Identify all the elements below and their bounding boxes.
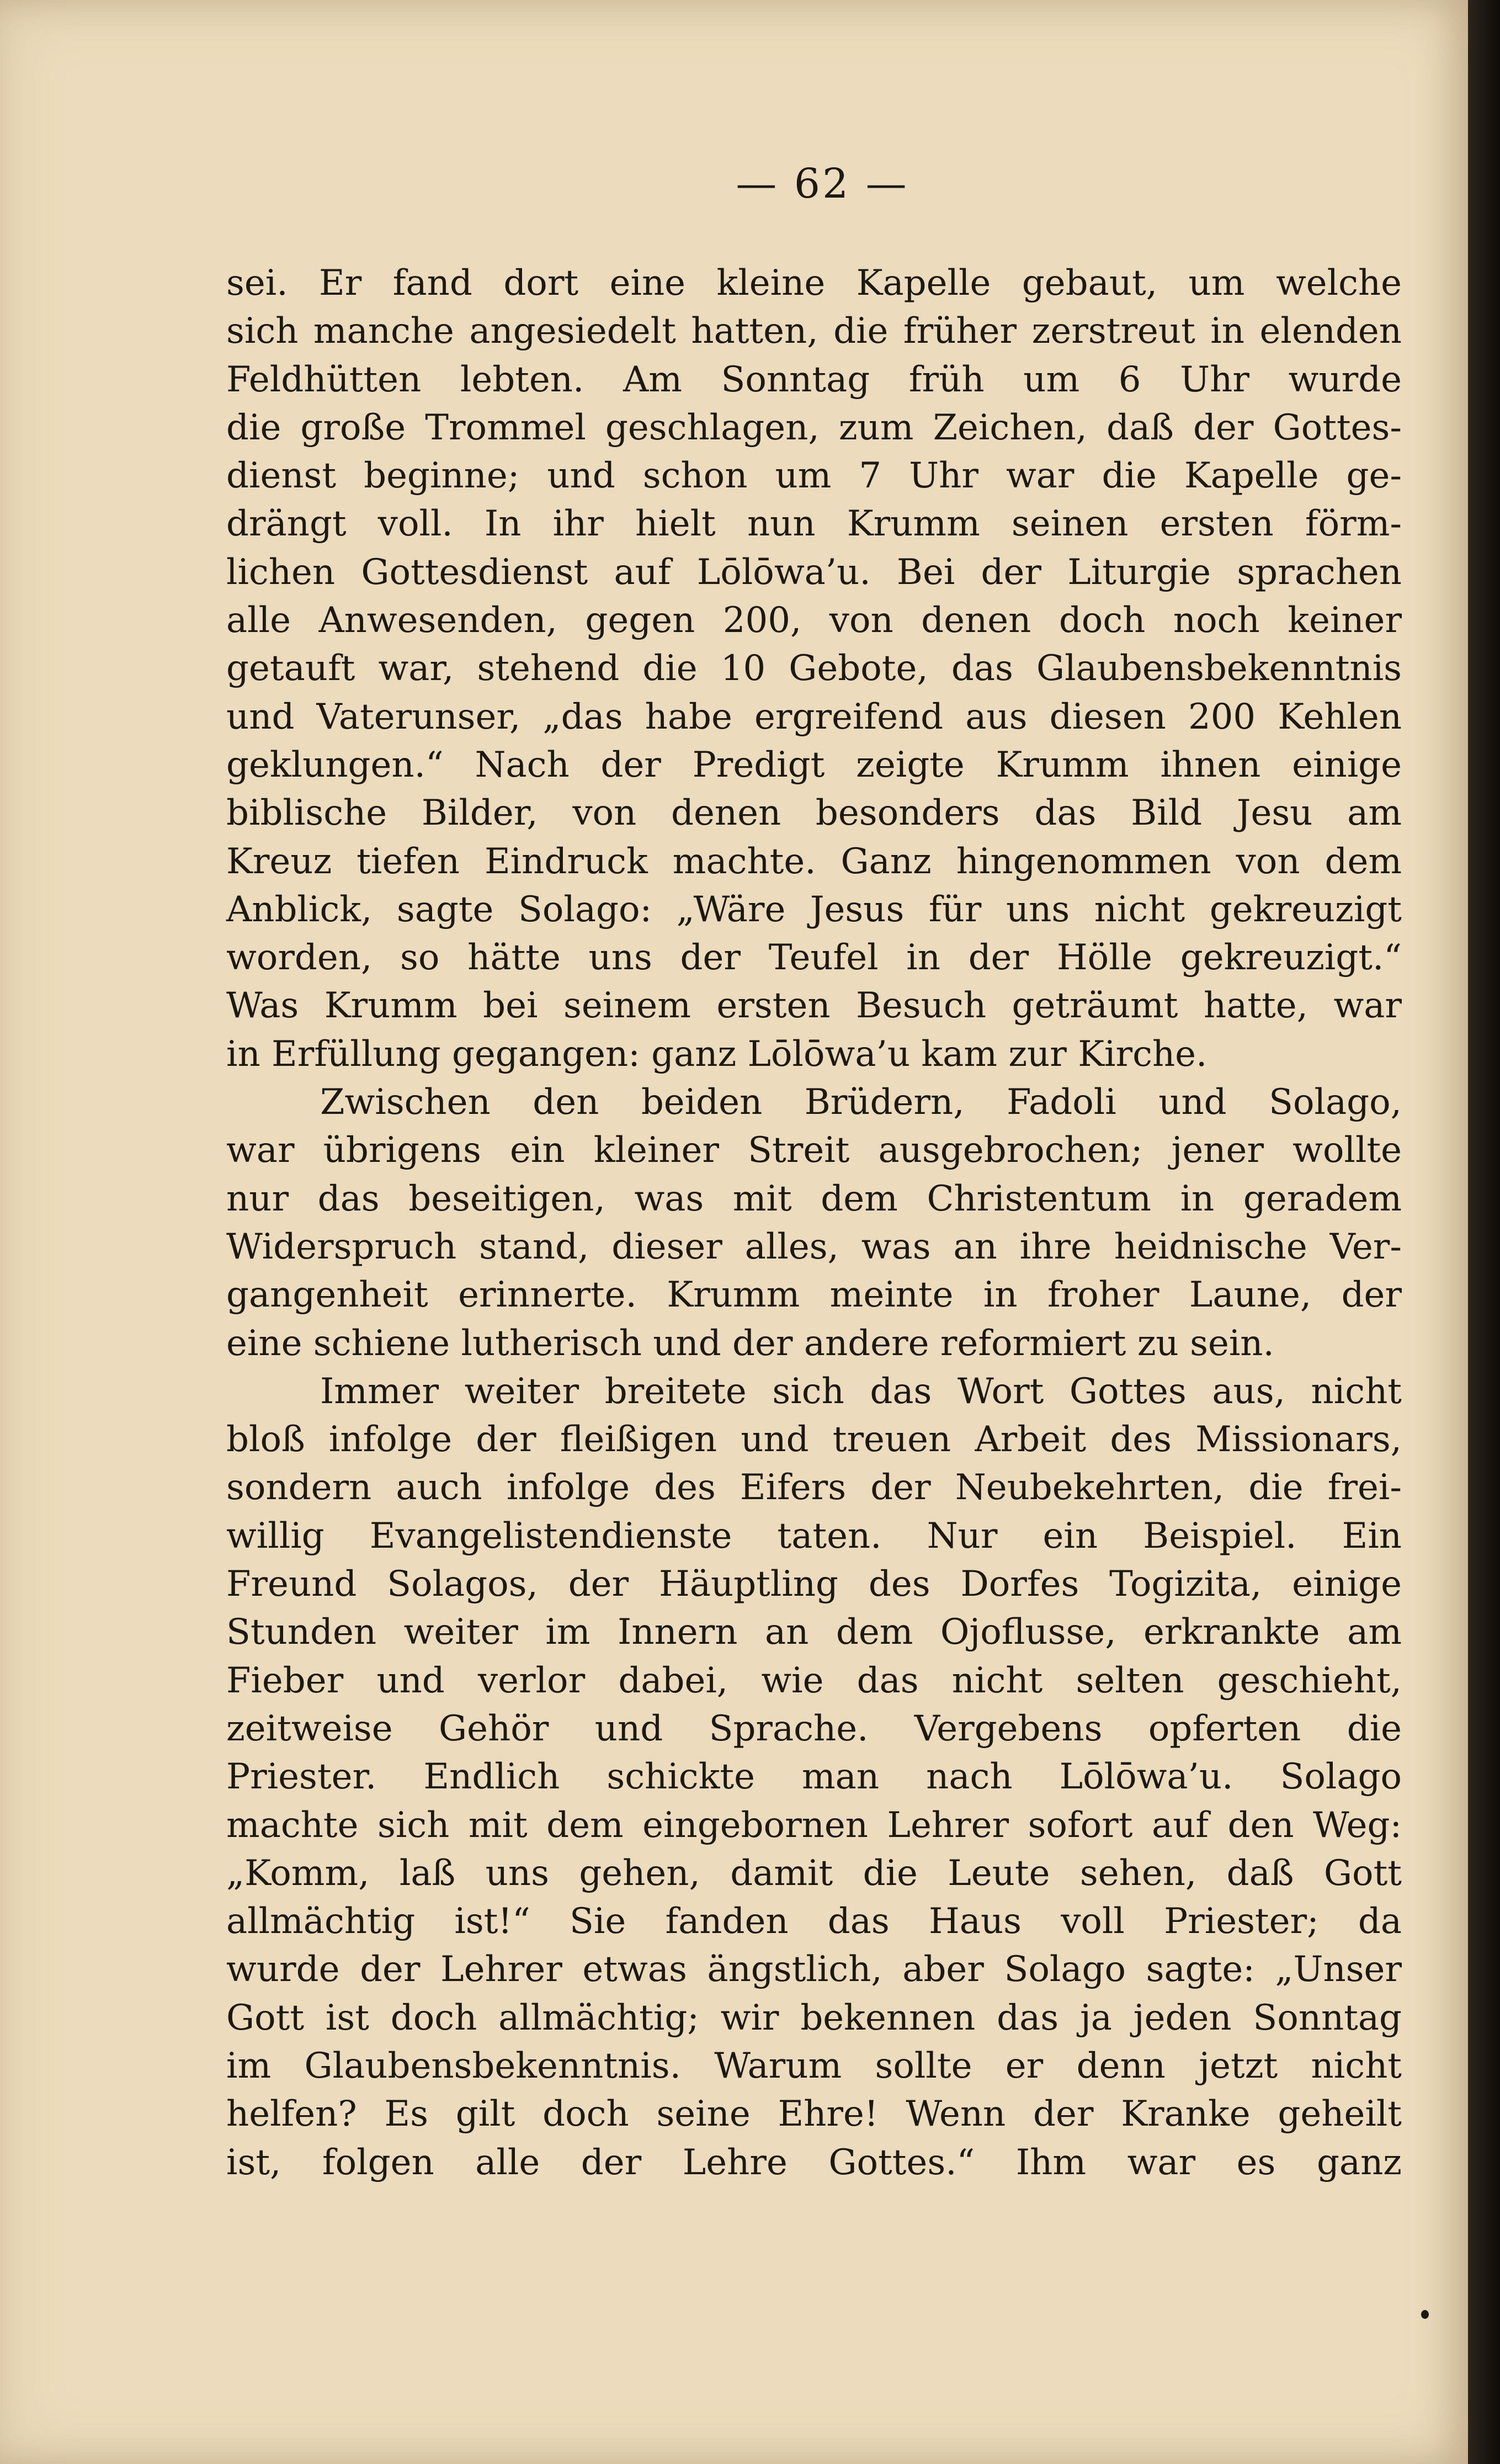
text-line: gangenheit erinnerte. Krumm meinte in froher Laune, der	[226, 1275, 1402, 1316]
text-line: dienst beginne; und schon um 7 Uhr war die Kapelle ge-	[226, 455, 1402, 497]
text-line: ist, folgen alle der Lehre Gottes.“ Ihm war es ganz	[226, 2142, 1402, 2183]
text-line: Stunden weiter im Innern an dem Ojoflusse, erkrankte am	[226, 1612, 1402, 1653]
text-line: sich manche angesiedelt hatten, die früher zerstreut in elenden	[226, 311, 1402, 352]
text-line: alle Anwesenden, gegen 200, von denen doch noch keiner	[226, 600, 1402, 641]
text-line: willig Evangelistendienste taten. Nur ein Beispiel. Ein	[226, 1515, 1402, 1557]
text-line: in Erfüllung gegangen: ganz Lōlōwa’u kam zur Kirche.	[226, 1033, 1208, 1075]
text-line: geklungen.“ Nach der Predigt zeigte Krumm ihnen einige	[226, 744, 1402, 785]
text-line: worden, so hätte uns der Teufel in der Hölle gekreuzigt.“	[226, 937, 1402, 979]
ink-spot	[1421, 2310, 1429, 2319]
text-line: Zwischen den beiden Brüdern, Fadoli und Solago,	[320, 1082, 1402, 1123]
text-line: sei. Er fand dort eine kleine Kapelle gebaut, um welche	[226, 263, 1402, 304]
text-line: Gott ist doch allmächtig; wir bekennen das ja jeden Sonntag	[226, 1997, 1402, 2038]
text-line: machte sich mit dem eingebornen Lehrer sofort auf den Weg:	[226, 1804, 1402, 1846]
text-line: Priester. Endlich schickte man nach Lōlōwa’u. Solago	[226, 1756, 1402, 1798]
text-line: Fieber und verlor dabei, wie das nicht selten geschieht,	[226, 1660, 1402, 1701]
text-line: Was Krumm bei seinem ersten Besuch geträumt hatte, war	[226, 985, 1402, 1027]
paragraph-2	[226, 1079, 1402, 1368]
book-edge-shadow	[1468, 0, 1500, 2464]
text-line: wurde der Lehrer etwas ängstlich, aber Solago sagte: „Unser	[226, 1949, 1402, 1990]
text-line: Feldhütten lebten. Am Sonntag früh um 6 Uhr wurde	[226, 359, 1402, 400]
text-line: allmächtig ist!“ Sie fanden das Haus voll Priester; da	[226, 1901, 1402, 1942]
text-line: im Glaubensbekenntnis. Warum sollte er denn jetzt nicht	[226, 2045, 1402, 2086]
text-line: getauft war, stehend die 10 Gebote, das Glaubensbekenntnis	[226, 648, 1402, 689]
page-number: — 62 —	[736, 160, 909, 208]
text-line: Anblick, sagte Solago: „Wäre Jesus für uns nicht gekreuzigt	[226, 889, 1402, 930]
text-line: drängt voll. In ihr hielt nun Krumm seinen ersten förm-	[226, 503, 1402, 545]
page-body	[226, 259, 1402, 2187]
text-line: bloß infolge der fleißigen und treuen Arbeit des Missionars,	[226, 1419, 1402, 1461]
text-line: eine schiene lutherisch und der andere reformiert zu sein.	[226, 1323, 1274, 1364]
text-line: sondern auch infolge des Eifers der Neubekehrten, die frei-	[226, 1467, 1402, 1509]
text-line: Kreuz tiefen Eindruck machte. Ganz hingenommen von dem	[226, 841, 1402, 882]
text-line: und Vaterunser, „das habe ergreifend aus diesen 200 Kehlen	[226, 696, 1402, 737]
text-line: Freund Solagos, der Häuptling des Dorfes Togizita, einige	[226, 1564, 1402, 1605]
text-line: nur das beseitigen, was mit dem Christentum in geradem	[226, 1178, 1402, 1219]
text-line: die große Trommel geschlagen, zum Zeichen, daß der Gottes-	[226, 407, 1402, 448]
text-line: Widerspruch stand, dieser alles, was an ihre heidnische Ver-	[226, 1226, 1402, 1267]
text-line: lichen Gottesdienst auf Lōlōwa’u. Bei der Liturgie sprachen	[226, 551, 1402, 593]
paragraph-1	[226, 259, 1402, 1079]
text-line: helfen? Es gilt doch seine Ehre! Wenn der Kranke geheilt	[226, 2094, 1402, 2135]
text-line: Immer weiter breitete sich das Wort Gottes aus, nicht	[320, 1371, 1402, 1412]
text-line: war übrigens ein kleiner Streit ausgebrochen; jener wollte	[226, 1130, 1402, 1171]
paragraph-3	[226, 1368, 1402, 2187]
text-line: zeitweise Gehör und Sprache. Vergebens opferten die	[226, 1708, 1402, 1749]
text-line: biblische Bilder, von denen besonders das Bild Jesu am	[226, 793, 1402, 834]
text-line: „Komm, laß uns gehen, damit die Leute sehen, daß Gott	[226, 1852, 1402, 1894]
